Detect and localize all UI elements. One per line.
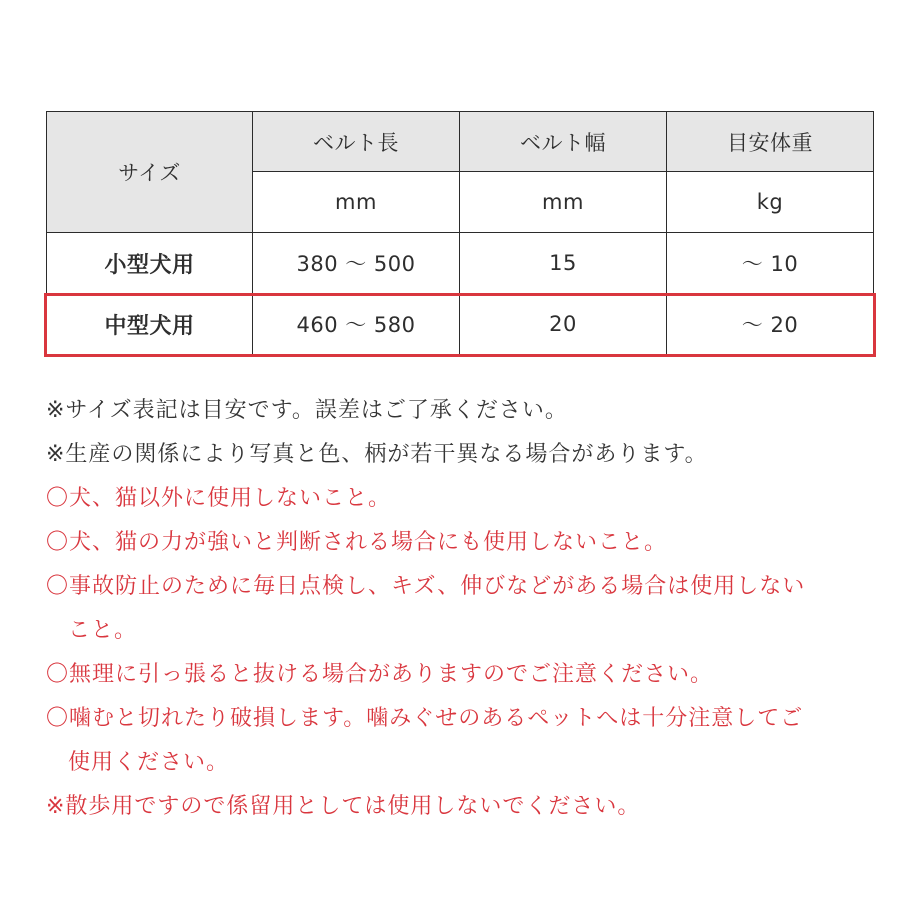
- header-row: [47, 112, 874, 172]
- note-line: 〇犬、猫の力が強いと判断される場合にも使用しないこと。: [46, 530, 668, 555]
- unit-width: mm: [460, 172, 667, 233]
- header-weight: 目安体重: [667, 112, 874, 172]
- row-width: 20: [460, 294, 667, 355]
- header-size: サイズ: [47, 112, 253, 233]
- row-length: 380 〜 500: [253, 233, 460, 294]
- note-chewing: [46, 697, 886, 785]
- unit-length: mm: [253, 172, 460, 233]
- note-line: 〇犬、猫以外に使用しないこと。: [46, 486, 392, 511]
- note-line-continued: こと。: [68, 618, 138, 643]
- header-belt-width: ベルト幅: [460, 112, 667, 172]
- unit-weight: kg: [667, 172, 874, 233]
- note-line: ※散歩用ですので係留用としては使用しないでください。: [46, 794, 641, 819]
- row-label: 小型犬用: [47, 233, 253, 294]
- note-line: ※生産の関係により写真と色、柄が若干異なる場合があります。: [46, 442, 708, 467]
- row-weight: 〜 10: [667, 233, 874, 294]
- row-width: 15: [460, 233, 667, 294]
- header-belt-length: ベルト長: [253, 112, 460, 172]
- row-weight: 〜 20: [667, 294, 874, 355]
- note-line: 〇無理に引っ張ると抜ける場合がありますのでご注意ください。: [46, 662, 714, 687]
- row-label: 中型犬用: [47, 294, 253, 355]
- note-size-estimate: [46, 389, 886, 433]
- note-do-not-pull: [46, 653, 886, 697]
- table-row: [47, 294, 874, 355]
- note-line: 〇噛むと切れたり破損します。噛みぐせのあるペットへは十分注意してご: [46, 706, 804, 731]
- note-pets-only: [46, 477, 886, 521]
- note-line-continued: 使用ください。: [68, 750, 230, 775]
- note-line: 〇事故防止のために毎日点検し、キズ、伸びなどがある場合は使用しない: [46, 574, 806, 599]
- table-row: [47, 233, 874, 294]
- note-line: ※サイズ表記は目安です。誤差はご了承ください。: [46, 398, 568, 423]
- notes-list: [46, 389, 886, 829]
- row-length: 460 〜 580: [253, 294, 460, 355]
- note-walking-only: [46, 785, 886, 829]
- note-color-variation: [46, 433, 886, 477]
- size-table: [46, 111, 874, 355]
- note-daily-inspection: [46, 565, 886, 653]
- note-strong-pets: [46, 521, 886, 565]
